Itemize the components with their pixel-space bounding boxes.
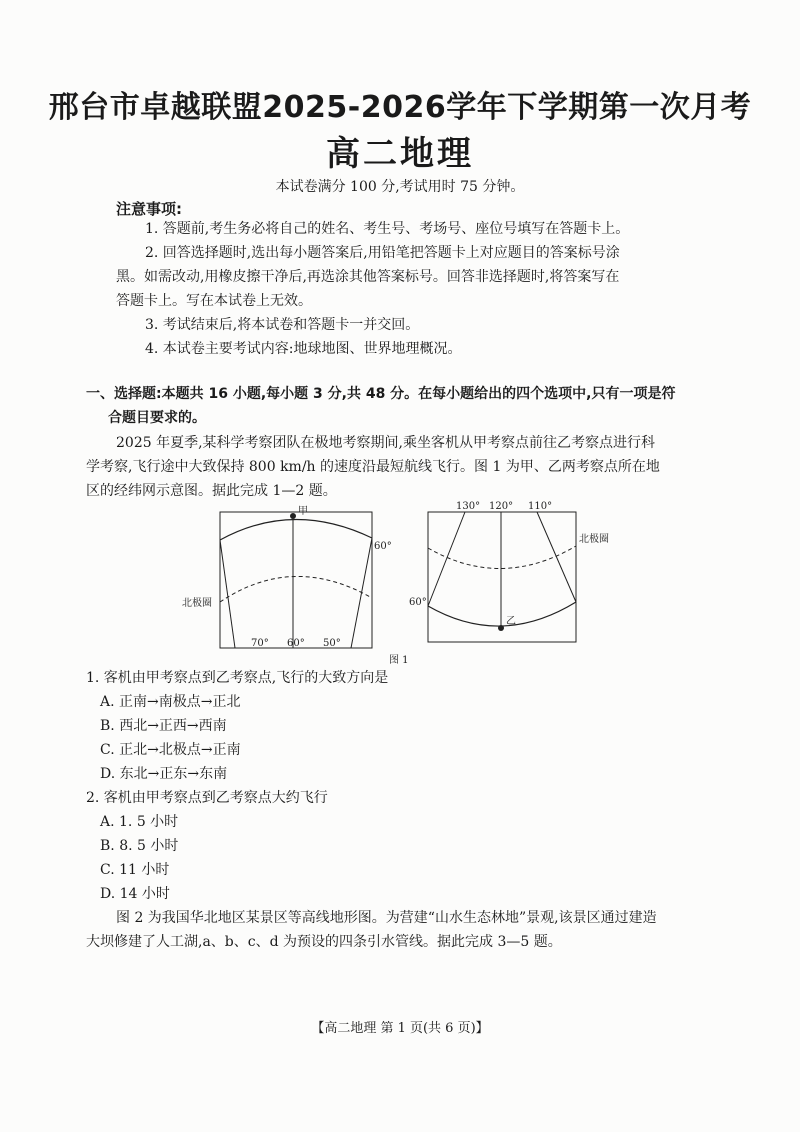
point-yi-label: 乙 (506, 616, 516, 627)
lon-label: 70° (251, 638, 269, 649)
figure-1 (175, 498, 625, 658)
question-option: C. 11 小时 (100, 862, 170, 878)
intro-line: 学考察,飞行途中大致保持 800 km/h 的速度沿最短航线飞行。图 1 为甲、乙两考察点所在地 (86, 459, 660, 475)
lat-60-label: 60° (374, 541, 392, 552)
question-option: D. 14 小时 (100, 886, 170, 902)
arctic-circle-label: 北极圈 (182, 598, 212, 609)
note-line: 2. 回答选择题时,选出每小题答案后,用铅笔把答题卡上对应题目的答案标号涂 (145, 245, 620, 261)
note-line: 3. 考试结束后,将本试卷和答题卡一并交回。 (145, 317, 420, 333)
lon-label: 110° (528, 501, 553, 512)
question-option: D. 东北→正东→东南 (100, 766, 228, 782)
question-option: B. 8. 5 小时 (100, 838, 179, 854)
right-map (409, 501, 609, 642)
question-option: A. 1. 5 小时 (100, 814, 179, 830)
arctic-circle-label: 北极圈 (579, 534, 609, 545)
question-stem: 2. 客机由甲考察点到乙考察点大约飞行 (86, 790, 328, 806)
lat-60-label: 60° (409, 597, 427, 608)
lon-label: 60° (287, 638, 305, 649)
note-line: 黑。如需改动,用橡皮擦干净后,再选涂其他答案标号。回答非选择题时,将答案写在 (116, 269, 620, 285)
exam-title: 邢台市卓越联盟2025-2026学年下学期第一次月考 (48, 90, 752, 125)
section-heading: 一、选择题:本题共 16 小题,每小题 3 分,共 48 分。在每小题给出的四个选项中,只有一项是符 (86, 386, 676, 402)
left-map (182, 505, 392, 649)
intro-line: 区的经纬网示意图。据此完成 1—2 题。 (86, 483, 337, 499)
note-line: 答题卡上。写在本试卷上无效。 (116, 293, 312, 309)
exam-subtitle: 本试卷满分 100 分,考试用时 75 分钟。 (275, 179, 525, 195)
section-heading-cont: 合题目要求的。 (108, 410, 206, 426)
question-stem: 1. 客机由甲考察点到乙考察点,飞行的大致方向是 (86, 670, 389, 686)
question-option: C. 正北→北极点→正南 (100, 742, 241, 758)
figure-caption: 图 1 (389, 655, 409, 666)
note-line: 4. 本试卷主要考试内容:地球地图、世界地理概况。 (145, 341, 462, 357)
page-footer: 【高二地理 第 1 页(共 6 页)】 (311, 1021, 489, 1036)
intro-line: 图 2 为我国华北地区某景区等高线地形图。为营建“山水生态林地”景观,该景区通过建造 (116, 910, 657, 926)
lon-label: 50° (323, 638, 341, 649)
intro-line: 2025 年夏季,某科学考察团队在极地考察期间,乘坐客机从甲考察点前往乙考察点进行科 (116, 435, 655, 451)
subject-title: 高二地理 (326, 134, 474, 174)
intro-line: 大坝修建了人工湖,a、b、c、d 为预设的四条引水管线。据此完成 3—5 题。 (86, 934, 562, 950)
question-option: A. 正南→南极点→正北 (100, 694, 241, 710)
question-option: B. 西北→正西→西南 (100, 718, 227, 734)
notes-heading: 注意事项: (116, 200, 182, 218)
lon-label: 130° (456, 501, 481, 512)
note-line: 1. 答题前,考生务必将自己的姓名、考生号、考场号、座位号填写在答题卡上。 (145, 221, 630, 237)
point-jia-label: 甲 (298, 506, 308, 517)
lon-label: 120° (489, 501, 514, 512)
